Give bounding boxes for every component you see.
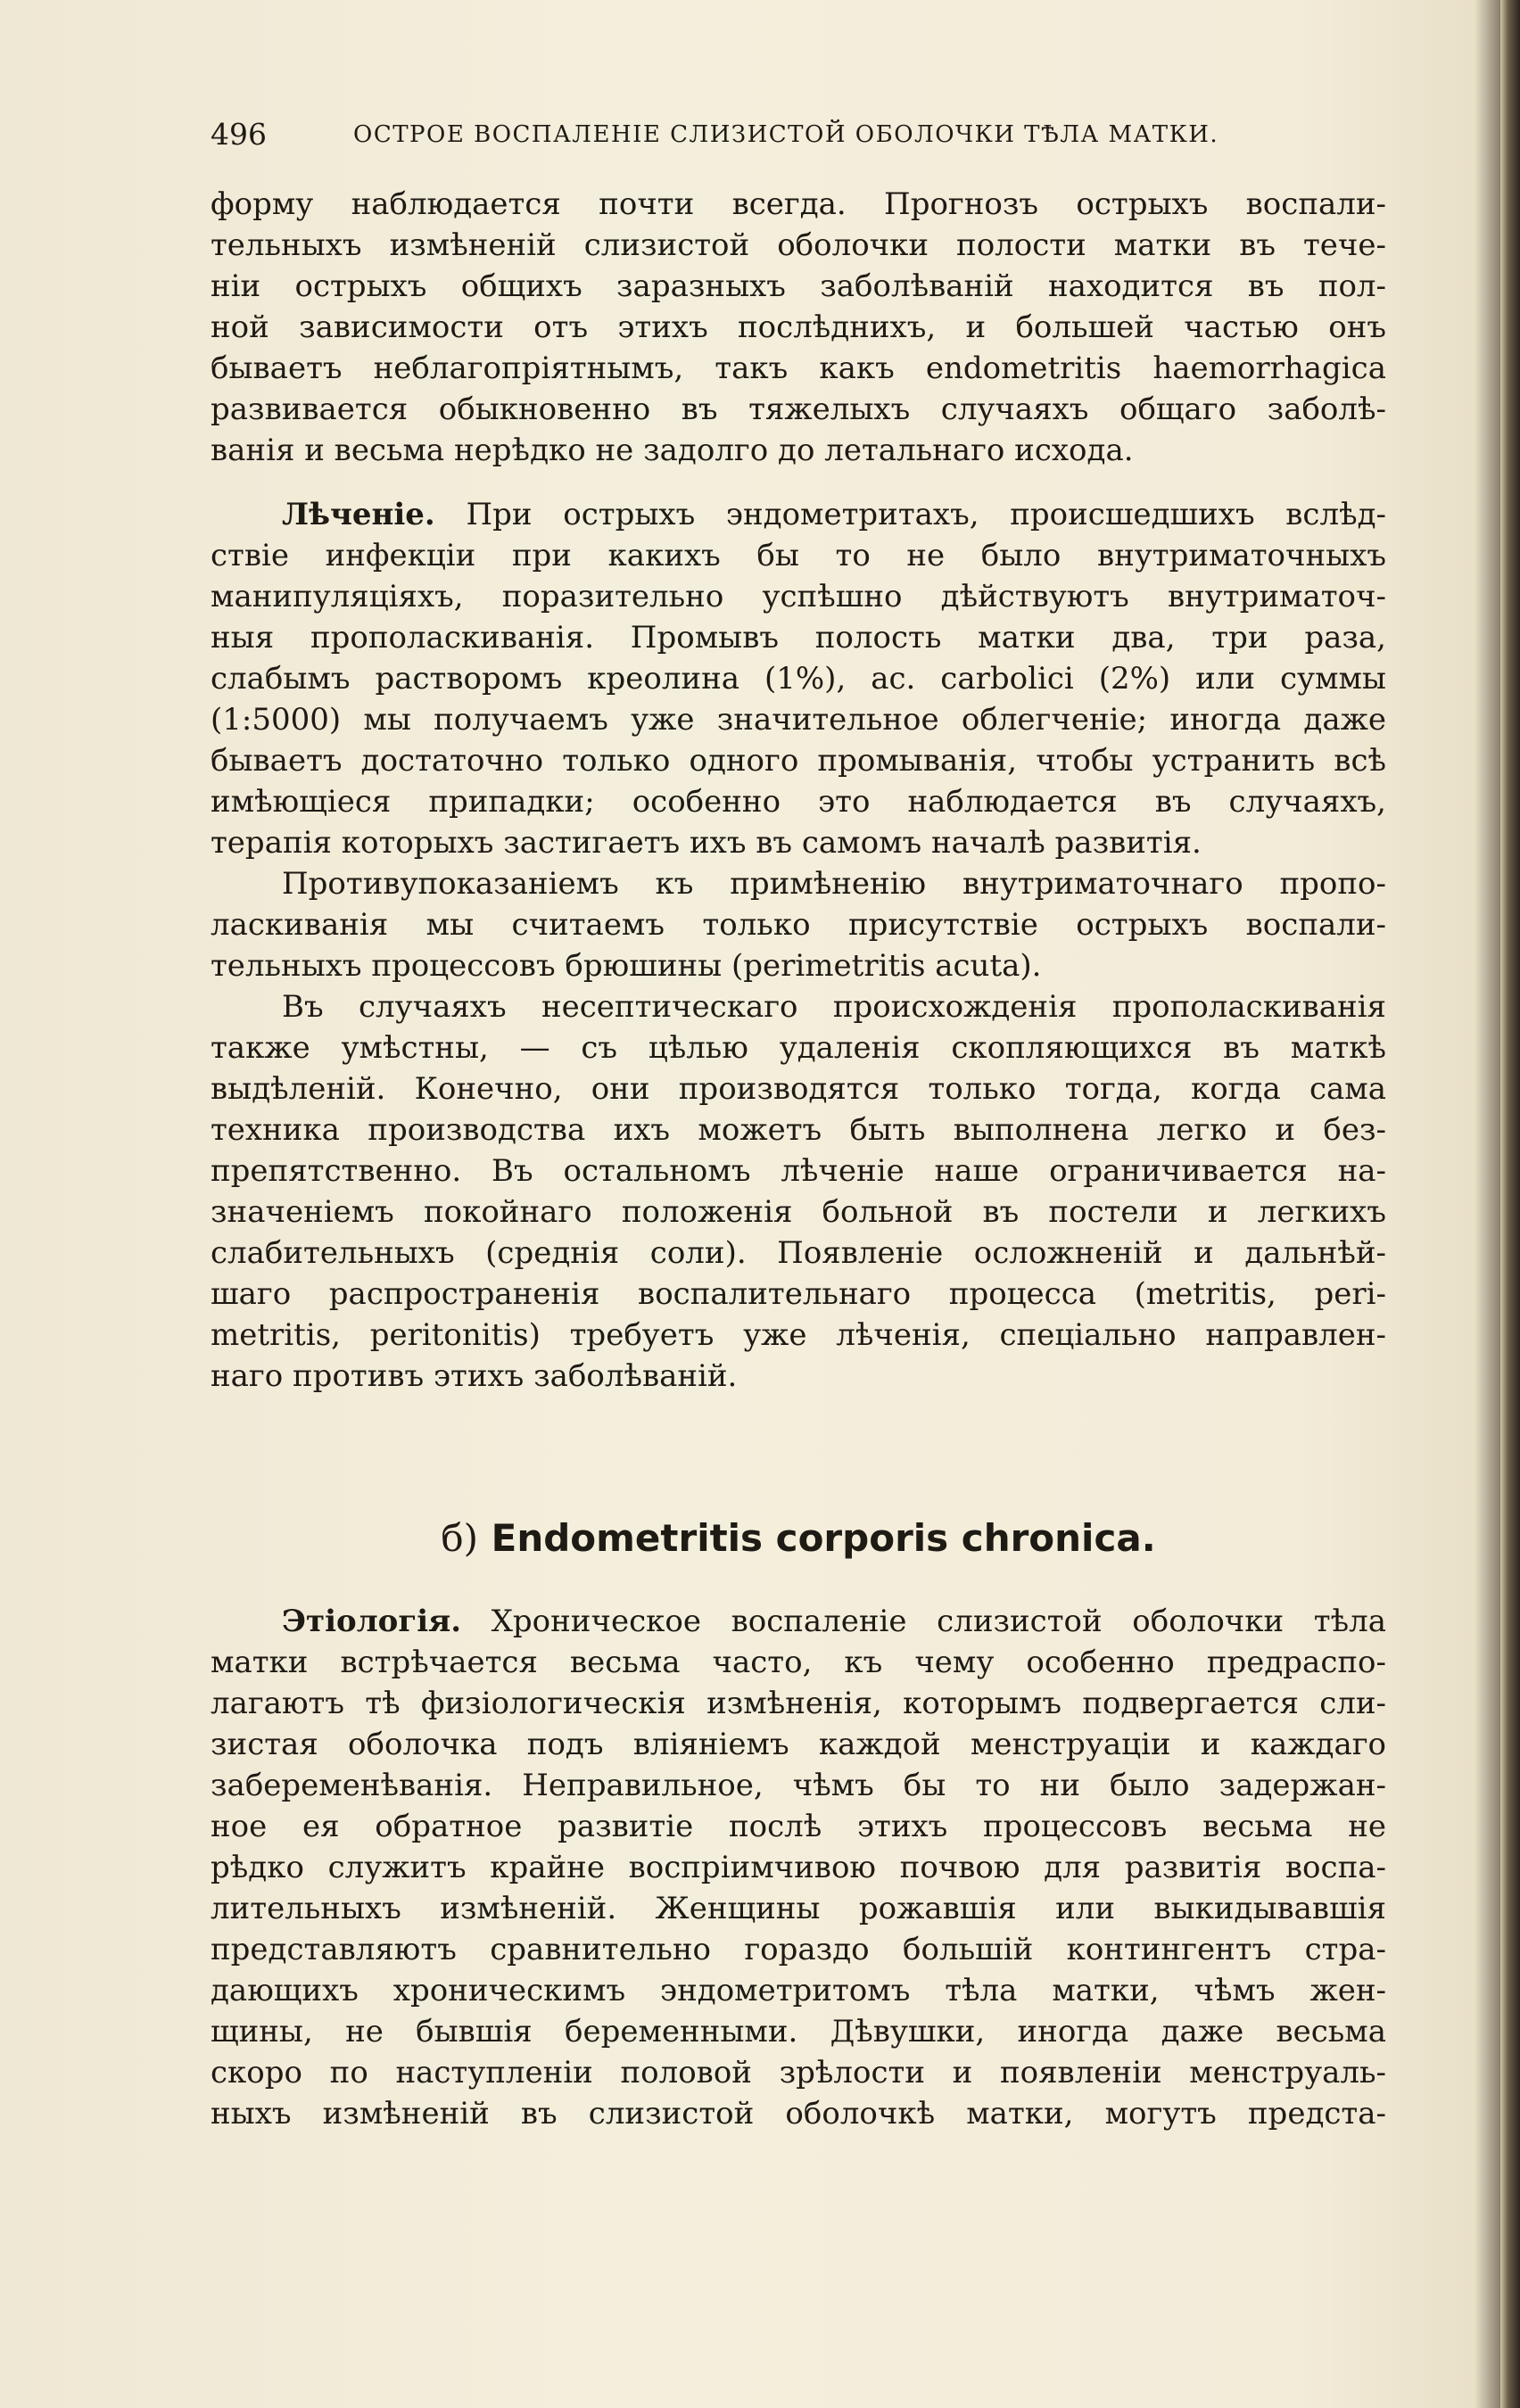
text-line: ное ея обратное развитіе послѣ этихъ процессовъ весьма не [211,1809,1386,1844]
text-line: слабительныхъ (среднія соли). Появленіе осложненій и дальнѣй- [211,1235,1386,1271]
text-line: ласкиванія мы считаемъ только присутствіе острыхъ воспали- [211,907,1386,943]
text-line: (1:5000) мы получаемъ уже значительное облегченіе; иногда даже [211,702,1386,738]
text-line: имѣющіеся припадки; особенно это наблюдается въ случаяхъ, [211,784,1386,820]
paragraph-nonseptic [211,986,1386,1397]
text-line: манипуляціяхъ, поразительно успѣшно дѣйствуютъ внутриматоч- [211,579,1386,614]
text-line: форму наблюдается почти всегда. Прогнозъ острыхъ воспали- [211,186,1386,222]
treatment-heading: Лѣченіе. [282,497,435,532]
page-number: 496 [211,117,267,152]
text-line: шаго распространенія воспалительнаго процесса (metritis, peri- [211,1276,1386,1312]
text-line: рѣдко служитъ крайне воспріимчивою почвою для развитія воспа- [211,1850,1386,1885]
text-line: ствіе инфекціи при какихъ бы то не было внутриматочныхъ [211,538,1386,573]
text-line: наго противъ этихъ заболѣваній. [211,1358,738,1394]
text-line: зистая оболочка подъ вліяніемъ каждой менструаціи и каждаго [211,1727,1386,1762]
text-run: Хроническое воспаленіе слизистой оболочки тѣла [491,1604,1386,1639]
page-header [211,112,1388,157]
text-line: тельныхъ измѣненій слизистой оболочки полости матки въ тече- [211,227,1386,263]
text-line: бываетъ достаточно только одного промыванія, чтобы устранить всѣ [211,743,1386,779]
text-line: ніи острыхъ общихъ заразныхъ заболѣваній находится въ пол- [211,268,1386,304]
text-line: дающихъ хроническимъ эндометритомъ тѣла матки, чѣмъ жен- [211,1973,1386,2008]
text-line: ванія и весьма нерѣдко не задолго до летальнаго исхода. [211,433,1134,468]
etiology-heading: Этіологія. [282,1604,462,1639]
text-line: слабымъ растворомъ креолина (1%), ac. carbolici (2%) или суммы [211,661,1386,697]
text-line: техника производства ихъ можетъ быть выполнена легко и без- [211,1112,1386,1148]
running-title: ОСТРОЕ ВОСПАЛЕНІЕ СЛИЗИСТОЙ ОБОЛОЧКИ ТѢЛА МАТКИ. [353,121,1219,148]
text-run: При острыхъ эндометритахъ, происшедшихъ вслѣд- [466,497,1386,532]
paragraph-etiology [211,1601,1386,2134]
text-line: значеніемъ покойнаго положенія больной въ постели и легкихъ [211,1194,1386,1230]
text-line: матки встрѣчается весьма часто, къ чему особенно предраспо- [211,1645,1386,1680]
text-line: Противупоказаніемъ къ примѣненію внутриматочнаго пропо- [282,866,1386,902]
text-line: скоро по наступленіи половой зрѣлости и появленіи менструаль- [211,2055,1386,2091]
text-line: лагаютъ тѣ физіологическія измѣненія, которымъ подвергается сли- [211,1686,1386,1721]
paragraph-prognosis [211,184,1386,471]
section-title-text: Endometritis corporis chronica. [491,1516,1156,1560]
text-line [211,1601,1386,1642]
text-line: ныя прополаскиванія. Промывъ полость матки два, три раза, [211,620,1386,656]
text-line: развивается обыкновенно въ тяжелыхъ случаяхъ общаго заболѣ- [211,392,1386,427]
text-line: представляютъ сравнительно гораздо большій контингентъ стра- [211,1932,1386,1967]
text-line: metritis, peritonitis) требуетъ уже лѣченія, спеціально направлен- [211,1317,1386,1353]
paragraph-treatment [211,494,1386,863]
text-line: ной зависимости отъ этихъ послѣднихъ, и большей частью онъ [211,309,1386,345]
text-line: лительныхъ измѣненій. Женщины рожавшія или выкидывавшія [211,1891,1386,1926]
text-line [211,494,1386,535]
text-line: препятственно. Въ остальномъ лѣченіе наше ограничивается на- [211,1153,1386,1189]
text-line: также умѣстны, — съ цѣлью удаленія скопляющихся въ маткѣ [211,1030,1386,1066]
section-title [211,1512,1386,1565]
text-line: Въ случаяхъ несептическаго происхожденія прополаскиванія [282,989,1386,1025]
text-line: забеременѣванія. Неправильное, чѣмъ бы то ни было задержан- [211,1768,1386,1803]
paragraph-contraindication [211,863,1386,986]
text-line: бываетъ неблагопріятнымъ, такъ какъ endometritis haemorrhagica [211,350,1386,386]
text-line: выдѣленій. Конечно, они производятся только тогда, когда сама [211,1071,1386,1107]
text-line: терапія которыхъ застигаетъ ихъ въ самомъ началѣ развитія. [211,825,1202,861]
section-prefix: б) [441,1516,479,1560]
text-line: ныхъ измѣненій въ слизистой оболочкѣ матки, могутъ предста- [211,2096,1386,2132]
text-line: щины, не бывшія беременными. Дѣвушки, иногда даже весьма [211,2014,1386,2049]
text-line: тельныхъ процессовъ брюшины (perimetritis acuta). [211,948,1042,984]
book-spine-shadow [1500,0,1520,2408]
